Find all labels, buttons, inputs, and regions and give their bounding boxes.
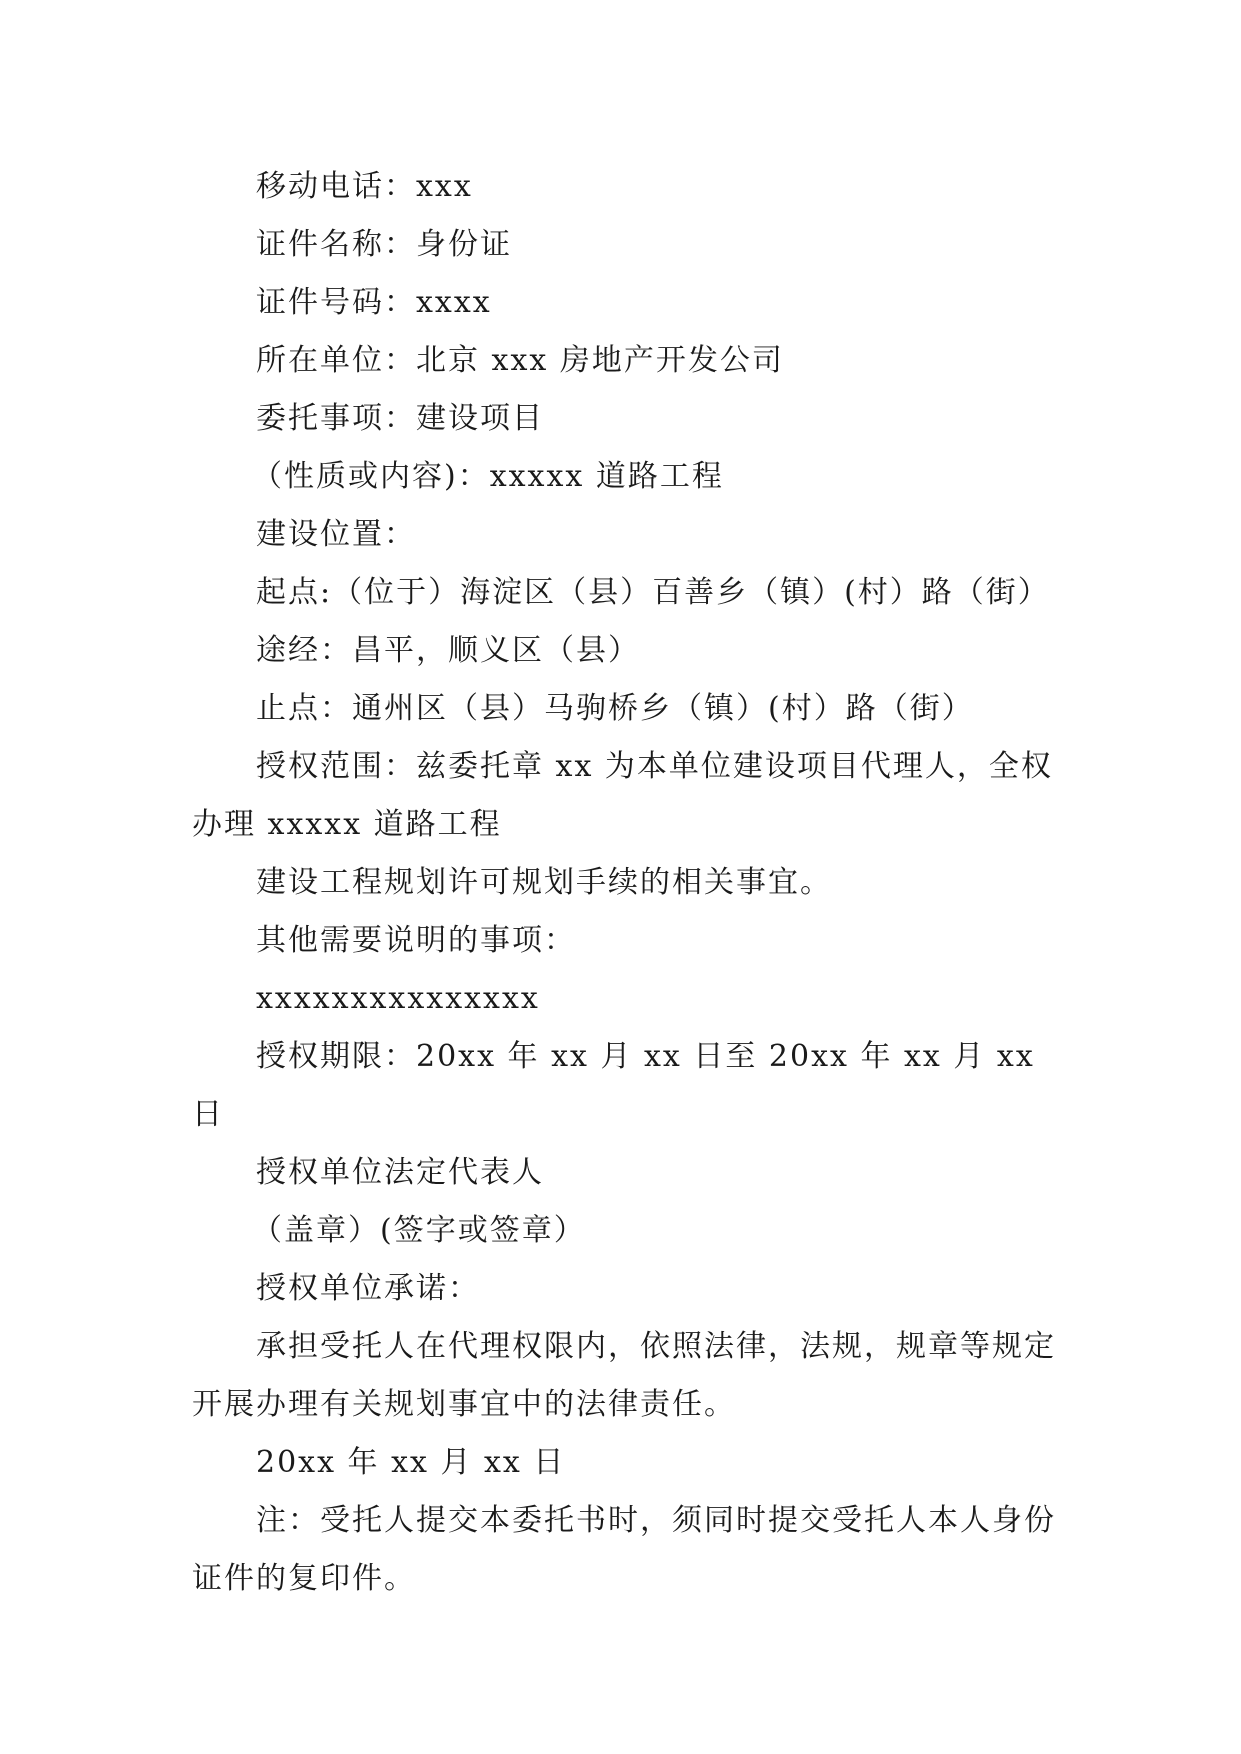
date-line: 20xx 年 xx 月 xx 日 [256,1445,566,1480]
id-type-line: 证件名称：身份证 [256,227,512,262]
authorization-scope-paragraph: 授权范围：兹委托章 xx 为本单位建设项目代理人，全权办理 xxxxx 道路工程 [192,749,1053,842]
via-line: 途经：昌平，顺义区（县） [256,633,640,668]
note-paragraph: 注：受托人提交本委托书时，须同时提交受托人本人身份证件的复印件。 [192,1503,1056,1596]
entrusted-matter-line: 委托事项：建设项目 [256,401,544,436]
other-matters-line: 其他需要说明的事项： [256,923,576,958]
id-number-line: 证件号码：xxxx [256,285,492,320]
commitment-paragraph: 承担受托人在代理权限内，依照法律，法规，规章等规定开展办理有关规划事宜中的法律责任。 [192,1329,1056,1422]
employer-line: 所在单位：北京 xxx 房地产开发公司 [256,343,784,378]
legal-representative-line: 授权单位法定代表人 [256,1155,544,1190]
seal-signature-line: （盖章）(签字或签章） [252,1213,586,1248]
mobile-phone-line: 移动电话：xxx [256,169,473,204]
start-point-line: 起点:（位于）海淀区（县）百善乡（镇）(村）路（街） [256,575,1050,610]
document-body [192,158,1056,1608]
other-matters-value: xxxxxxxxxxxxxxx [256,981,540,1016]
construction-location-line: 建设位置： [256,517,416,552]
authorization-period-line: 授权期限：20xx 年 xx 月 xx 日至 20xx 年 xx 月 xx 日 [192,1039,1035,1132]
permit-procedures-line: 建设工程规划许可规划手续的相关事宜。 [256,865,832,900]
end-point-line: 止点：通州区（县）马驹桥乡（镇）(村）路（街） [256,691,974,726]
nature-content-line: （性质或内容)：xxxxx 道路工程 [252,459,724,494]
commitment-heading: 授权单位承诺： [256,1271,480,1306]
